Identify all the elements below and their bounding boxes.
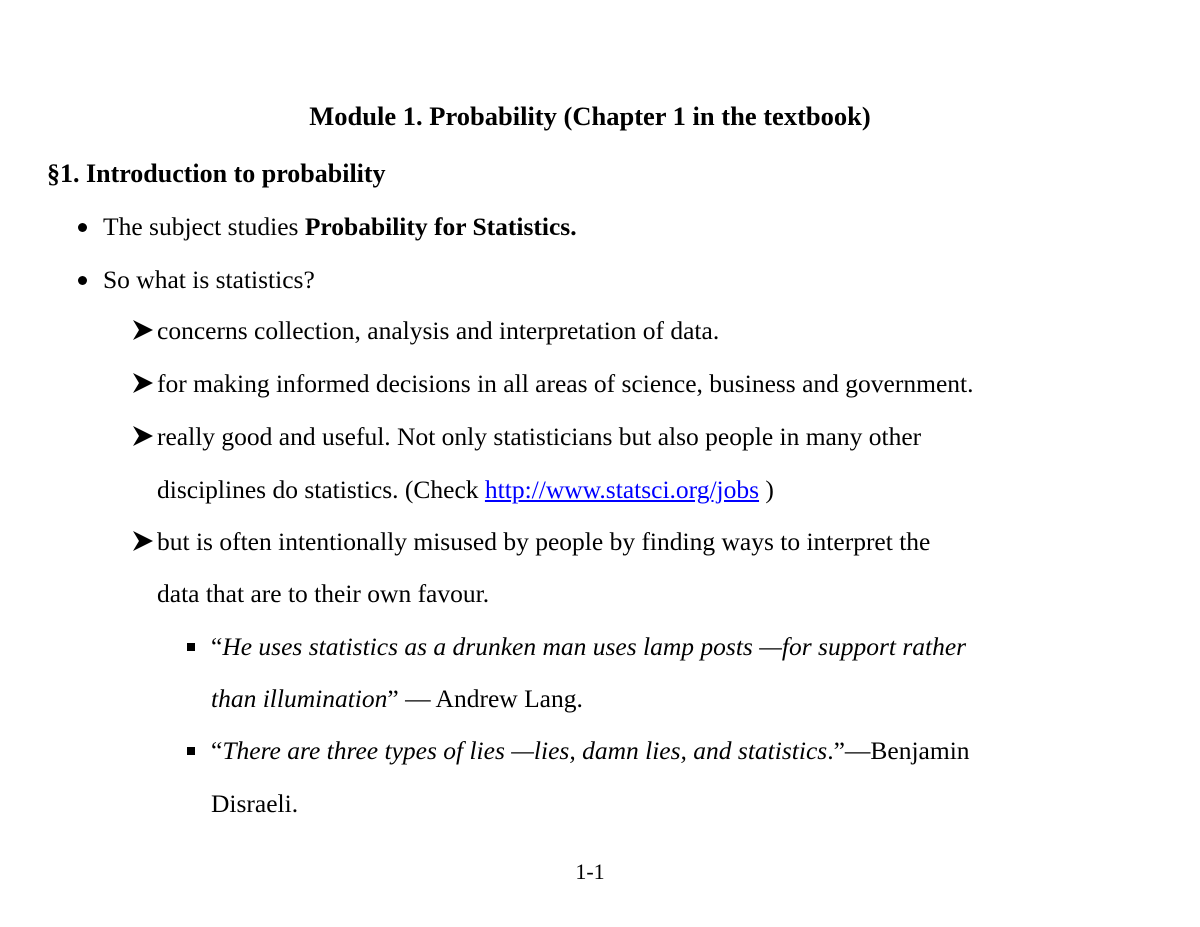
subpoint-continuation — [157, 475, 774, 505]
bullet-item: So what is statistics? — [103, 265, 315, 294]
bullet-bold-text: Probability for Statistics. — [304, 212, 577, 241]
quote-attribution: ” — Andrew Lang. — [387, 684, 583, 713]
subpoint: for making informed decisions in all areas of science, business and government. — [157, 369, 974, 398]
quote-attribution-line: Disraeli. — [211, 789, 299, 818]
section-heading: §1. Introduction to probability — [47, 159, 386, 188]
page-number: 1-1 — [575, 859, 605, 884]
bullet-item — [103, 212, 577, 242]
bullet-dot-icon — [78, 276, 87, 285]
subpoint-continuation: data that are to their own favour. — [157, 579, 490, 608]
quote-attribution: .”—Benjamin — [827, 736, 970, 765]
quote-text: than illumination — [211, 684, 388, 713]
quote-open: “ — [211, 736, 223, 765]
quote-open: “ — [211, 632, 223, 661]
bullet-dot-icon — [78, 223, 87, 232]
subpoint-text: disciplines do statistics. (Check — [157, 475, 485, 504]
subpoint: concerns collection, analysis and interpretation of data. — [157, 316, 720, 345]
arrow-bullet-icon — [132, 318, 154, 342]
quote-text: There are three types of lies —lies, damn lies, and statistics — [222, 736, 828, 765]
bullet-text: The subject studies — [103, 212, 305, 241]
arrow-bullet-icon — [132, 424, 154, 448]
quote-line — [211, 684, 583, 714]
arrow-bullet-icon — [132, 371, 154, 395]
subpoint: really good and useful. Not only statisticians but also people in many other — [157, 422, 922, 451]
subpoint-text: ) — [759, 475, 774, 504]
square-bullet-icon — [187, 643, 195, 651]
jobs-link[interactable]: http://www.statsci.org/jobs — [484, 475, 760, 504]
page-title: Module 1. Probability (Chapter 1 in the textbook) — [309, 101, 871, 131]
quote-text: He uses statistics as a drunken man uses lamp posts —for support rather — [222, 632, 967, 661]
quote-line — [211, 736, 970, 766]
subpoint: but is often intentionally misused by people by finding ways to interpret the — [157, 527, 931, 556]
arrow-bullet-icon — [132, 529, 154, 553]
square-bullet-icon — [187, 747, 195, 755]
quote-line — [211, 632, 966, 662]
